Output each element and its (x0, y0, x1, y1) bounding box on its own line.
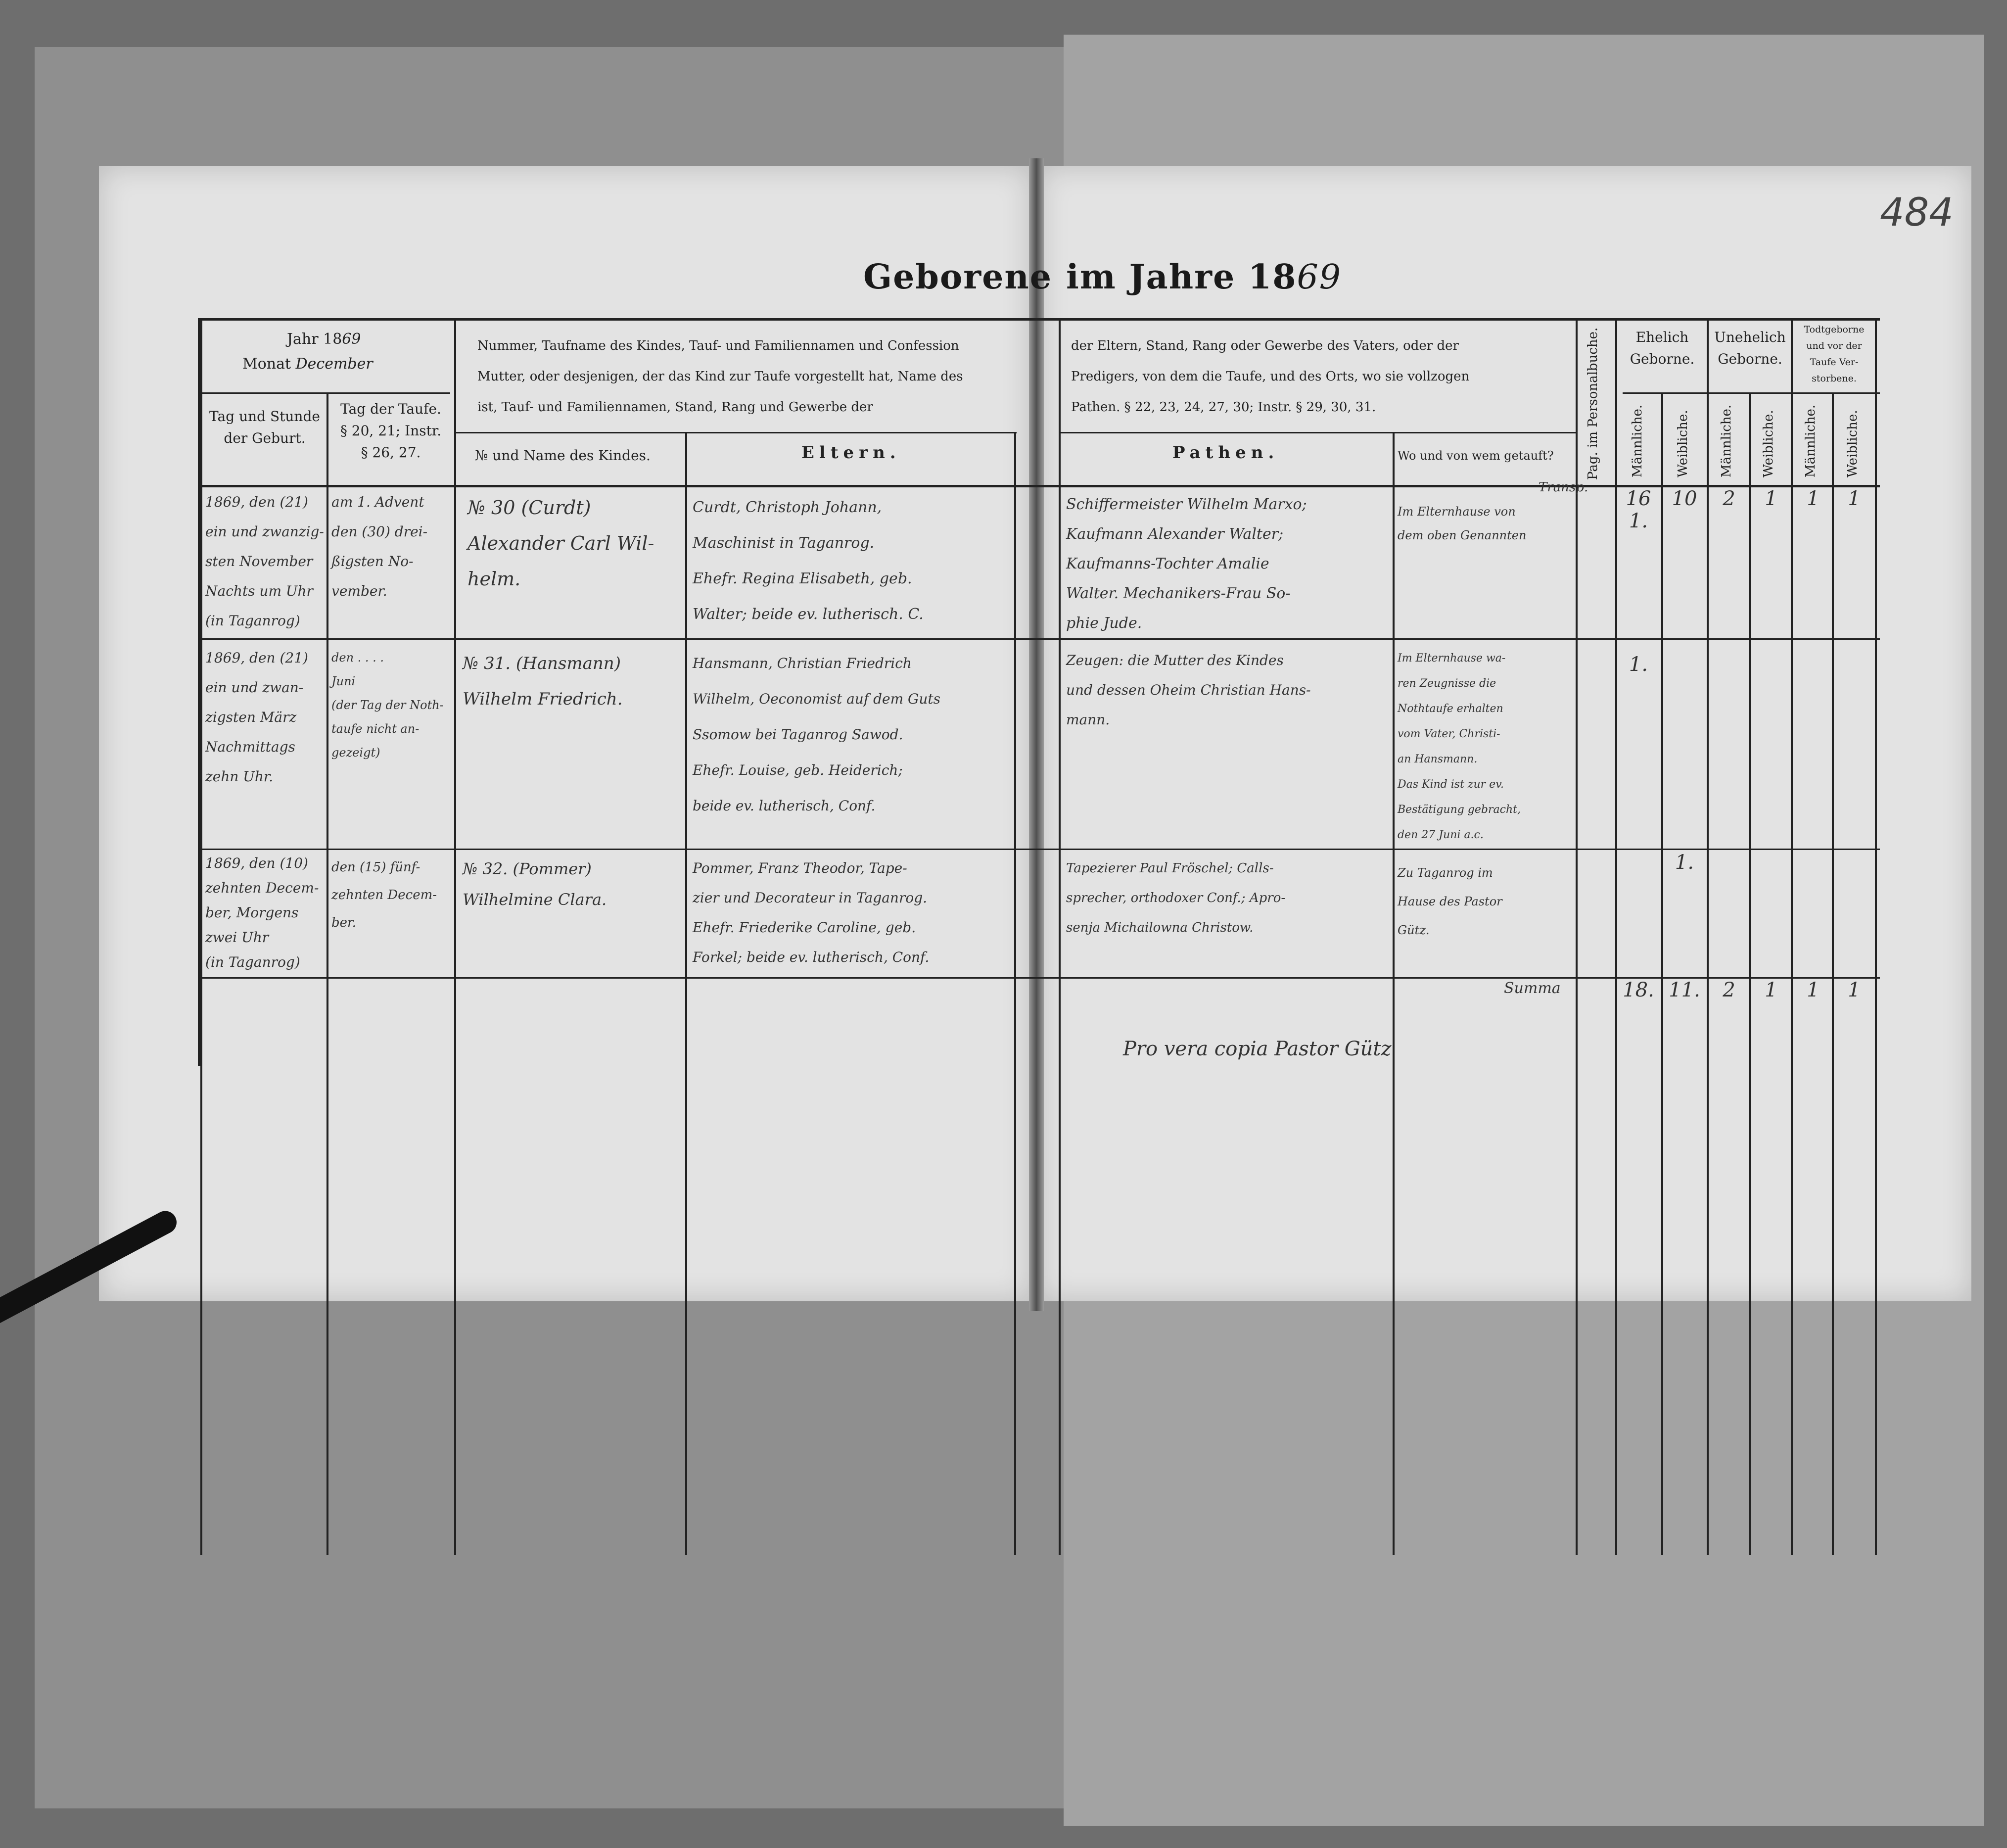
entry-1-tally-illegit-male: 2 (1723, 487, 1735, 510)
vrule-baptism-child (454, 318, 456, 1555)
entry-1-godparents: Schiffermeister Wilhelm Marxo; Kaufmann Alexander Walter; Kaufmanns-Tochter Amalie Walter. Mechanikers-Frau So- phie Jude. (1066, 496, 1307, 632)
vrule-still-mf (1832, 392, 1834, 1555)
entry-1-baptism: am 1. Advent den (30) drei- ßigsten No- vember. (331, 494, 428, 599)
entry-1-birth: 1869, den (21) ein und zwanzig- sten November Nachts um Uhr (in Taganrog) (205, 494, 324, 629)
header-stillborn: Todtgeborne und vor der Taufe Ver- storbene. (1804, 324, 1865, 384)
title-year-handwritten: 69 (1297, 258, 1342, 297)
header-still-male: Männliche. (1803, 404, 1818, 477)
entry-1-where: Im Elternhause von dem oben Genannten (1398, 505, 1527, 542)
vrule-child-parents (685, 432, 687, 1555)
header-illegit-female: Weibliche. (1761, 410, 1776, 477)
vrule-right-edge (1875, 318, 1877, 1555)
entry-1-tally-still-male: 1 (1807, 487, 1820, 510)
vrule-godparents-where (1393, 432, 1395, 1555)
header-personal-book: Pag. im Personalbuche. (1586, 327, 1600, 480)
entry-3-parents: Pommer, Franz Theodor, Tape- zier und Decorateur in Taganrog. Ehefr. Friederike Caroline, geb. Forkel; beide ev. lutherisch, Conf. (693, 860, 930, 965)
folio-number: 484 (1880, 190, 1954, 235)
row-rule-1 (198, 638, 1880, 640)
header-description-left: Nummer, Taufname des Kindes, Tauf- und Familiennamen und Confession Mutter, oder desjenigen, der das Kind zur Taufe vorgestellt hat, Name des ist, Tauf- und Familiennamen, Stand, Rang und Gewerbe der (477, 338, 963, 415)
vrule-birth-left (200, 318, 202, 1555)
vrule-illegit-mf (1749, 392, 1751, 1555)
subheader-rule-mid (455, 432, 1017, 433)
entry-1-tally-row-male: 1. (1629, 510, 1648, 532)
page-gutter (1029, 158, 1044, 1311)
header-date-of-birth: Tag und Stunde der Geburt. (209, 408, 320, 446)
summary-legit-male: 18. (1623, 979, 1654, 1001)
subheader-rule-left (198, 392, 450, 394)
entry-1-tally-legit-female: 10 (1672, 487, 1697, 510)
vrule-where-pag (1576, 318, 1578, 1555)
entry-3-godparents: Tapezierer Paul Fröschel; Calls- sprecher, orthodoxer Conf.; Apro- senja Michailowna Christow. (1066, 861, 1286, 935)
row-rule-2 (198, 849, 1880, 850)
summary-label: Summa (1504, 980, 1561, 997)
summary-illegit-female: 1 (1765, 979, 1777, 1001)
entry-2-baptism: den . . . . Juni (der Tag der Noth- taufe nicht an- gezeigt) (331, 651, 444, 759)
title-right (1066, 257, 1342, 297)
summary-illegit-male: 2 (1723, 979, 1735, 1001)
header-where-col: Wo und von wem getauft? (1398, 449, 1554, 463)
entry-1-parents: Curdt, Christoph Johann, Maschinist in Taganrog. Ehefr. Regina Elisabeth, geb. Walter; beide ev. lutherisch. C. (693, 499, 924, 623)
table-top-rule (198, 318, 1880, 321)
entry-2-where: Im Elternhause wa- ren Zeugnisse die Nothtaufe erhalten vom Vater, Christi- an Hansmann. Das Kind ist zur ev. Bestätigung gebracht, den 27 Juni a.c. (1398, 652, 1521, 841)
header-child-name-col: № und Name des Kindes. (475, 447, 651, 464)
header-illegit-male: Männliche. (1719, 404, 1734, 477)
entry-1-tally-still-female: 1 (1848, 487, 1861, 510)
vrule-illegit-still (1791, 318, 1793, 1555)
entry-3-birth: 1869, den (10) zehnten Decem- ber, Morgens zwei Uhr (in Taganrog) (205, 855, 319, 970)
vrule-legit-mf (1661, 392, 1663, 1555)
entry-2-child: № 31. (Hansmann) Wilhelm Friedrich. (463, 654, 623, 709)
entry-1-transfer-note: Transp. (1539, 480, 1588, 495)
vrule-birth-baptism (327, 392, 328, 1555)
header-year-label: Jahr 18 (287, 331, 342, 348)
title-right-prefix: im Jahre 18 (1066, 257, 1297, 297)
entry-1-tally-illegit-female: 1 (1765, 487, 1777, 510)
vrule-parents-gutter (1014, 432, 1016, 1555)
summary-still-male: 1 (1807, 979, 1820, 1001)
header-month-value: December (295, 355, 373, 373)
summary-legit-female: 11. (1669, 979, 1700, 1001)
subheader-rule-right (1059, 432, 1576, 433)
entry-1-child: № 30 (Curdt) Alexander Carl Wil- helm. (467, 497, 654, 590)
entry-3-where: Zu Taganrog im Hause des Pastor Gütz. (1398, 866, 1502, 937)
summary-still-female: 1 (1848, 979, 1861, 1001)
header-month-label: Monat (242, 355, 291, 373)
entry-3-baptism: den (15) fünf- zehnten Decem- ber. (331, 860, 437, 930)
header-legit-female: Weibliche. (1676, 410, 1690, 477)
entry-3-tally-legit-female: 1. (1675, 851, 1694, 874)
header-description-right: der Eltern, Stand, Rang oder Gewerbe des Vaters, oder der Predigers, von dem die Taufe, und des Orts, wo sie vollzogen Pathen. § 22, 23, 24, 27, 30; Instr. § 29, 30, 31. (1071, 338, 1470, 415)
entry-2-tally-legit-male: 1. (1629, 653, 1648, 676)
vrule-gutter-godparents (1059, 318, 1061, 1555)
entry-3-child: № 32. (Pommer) Wilhelmine Clara. (463, 859, 607, 909)
entry-2-parents: Hansmann, Christian Friedrich Wilhelm, Oeconomist auf dem Guts Ssomow bei Taganrog Sawod. Ehefr. Louise, geb. Heiderich; beide ev. lutherisch, Conf. (693, 655, 941, 814)
header-parents-col: Eltern. (801, 443, 901, 463)
title-left: Geborene (863, 257, 1053, 297)
certification-signature: Pro vera copia Pastor Gütz (1123, 1038, 1392, 1060)
vrule-legit-illegit (1707, 318, 1709, 1555)
entry-1-tally-legit-male: 16 (1626, 487, 1651, 510)
header-illegitimate: Unehelich Geborne. (1714, 329, 1786, 367)
vrule-pag-legit (1615, 318, 1617, 1555)
header-year-value: 69 (342, 331, 361, 348)
header-still-female: Weibliche. (1845, 410, 1860, 477)
header-month (242, 349, 373, 379)
header-date-of-baptism: Tag der Taufe. § 20, 21; Instr. § 26, 27. (340, 401, 442, 461)
header-legitimate: Ehelich Geborne. (1630, 329, 1695, 367)
entry-2-godparents: Zeugen: die Mutter des Kindes und dessen Oheim Christian Hans- mann. (1066, 652, 1311, 728)
entry-2-birth: 1869, den (21) ein und zwan- zigsten März Nachmittags zehn Uhr. (205, 650, 308, 785)
header-godparents-col: Pathen. (1172, 443, 1279, 463)
header-legit-male: Männliche. (1630, 404, 1645, 477)
